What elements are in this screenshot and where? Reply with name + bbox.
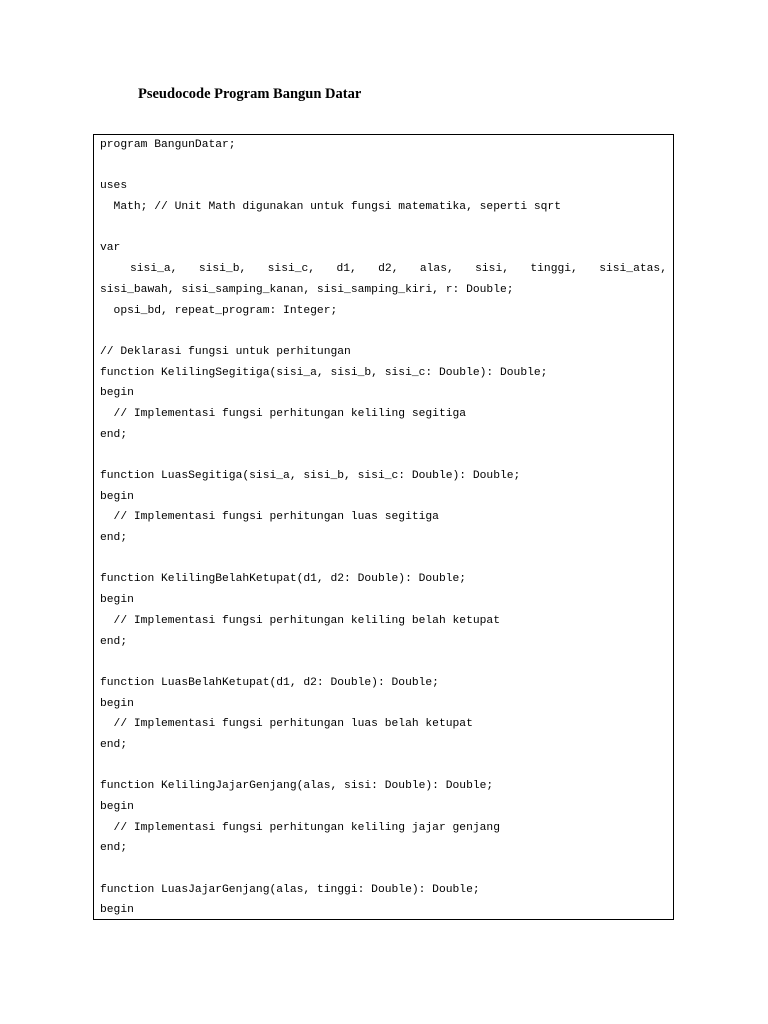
code-line: end; <box>100 532 128 545</box>
code-line <box>100 756 667 777</box>
code-line: end; <box>100 635 128 648</box>
code-line: function KelilingSegitiga(sisi_a, sisi_b, sisi_c: Double): Double; <box>100 366 548 379</box>
code-line: program BangunDatar; <box>100 139 236 151</box>
code-line <box>100 859 667 880</box>
code-line: sisi_a, sisi_b, sisi_c, d1, d2, alas, sisi, tinggi, sisi_atas, <box>130 263 667 276</box>
code-line: end; <box>100 428 128 441</box>
code-line: // Implementasi fungsi perhitungan keliling segitiga <box>100 407 467 420</box>
code-line: // Deklarasi fungsi untuk perhitungan <box>100 345 351 358</box>
code-line: begin <box>100 490 134 503</box>
code-line: begin <box>100 801 134 813</box>
code-line: function KelilingJajarGenjang(alas, sisi: Double): Double; <box>100 780 494 793</box>
code-line: end; <box>100 738 128 751</box>
document-title: Pseudocode Program Bangun Datar <box>138 86 362 102</box>
code-lines <box>100 135 667 920</box>
code-line: uses <box>100 180 128 193</box>
code-line: begin <box>100 904 134 917</box>
code-line: begin <box>100 594 134 607</box>
code-line <box>100 321 667 342</box>
code-line: function KelilingBelahKetupat(d1, d2: Double): Double; <box>100 573 467 586</box>
code-line: function LuasJajarGenjang(alas, tinggi: Double): Double; <box>100 883 480 896</box>
code-line: sisi_bawah, sisi_samping_kanan, sisi_samping_kiri, r: Double; <box>100 283 514 296</box>
code-line: // Implementasi fungsi perhitungan keliling jajar genjang <box>100 821 500 834</box>
code-block <box>93 134 674 920</box>
code-line: function LuasBelahKetupat(d1, d2: Double): Double; <box>100 676 439 689</box>
code-line <box>100 652 667 673</box>
code-line: begin <box>100 387 134 400</box>
code-line: // Implementasi fungsi perhitungan luas segitiga <box>100 511 439 524</box>
code-line: function LuasSegitiga(sisi_a, sisi_b, sisi_c: Double): Double; <box>100 470 521 482</box>
code-line: begin <box>100 697 134 710</box>
code-line: // Implementasi fungsi perhitungan keliling belah ketupat <box>100 614 500 627</box>
code-line <box>100 445 667 466</box>
code-line: opsi_bd, repeat_program: Integer; <box>100 304 338 317</box>
code-line <box>100 156 667 177</box>
code-line <box>100 218 667 239</box>
code-line: Math; // Unit Math digunakan untuk fungsi matematika, seperti sqrt <box>100 201 561 214</box>
code-line: end; <box>100 842 128 855</box>
code-line: // Implementasi fungsi perhitungan luas belah ketupat <box>100 718 473 731</box>
code-line: var <box>100 242 121 255</box>
code-line <box>100 549 667 570</box>
